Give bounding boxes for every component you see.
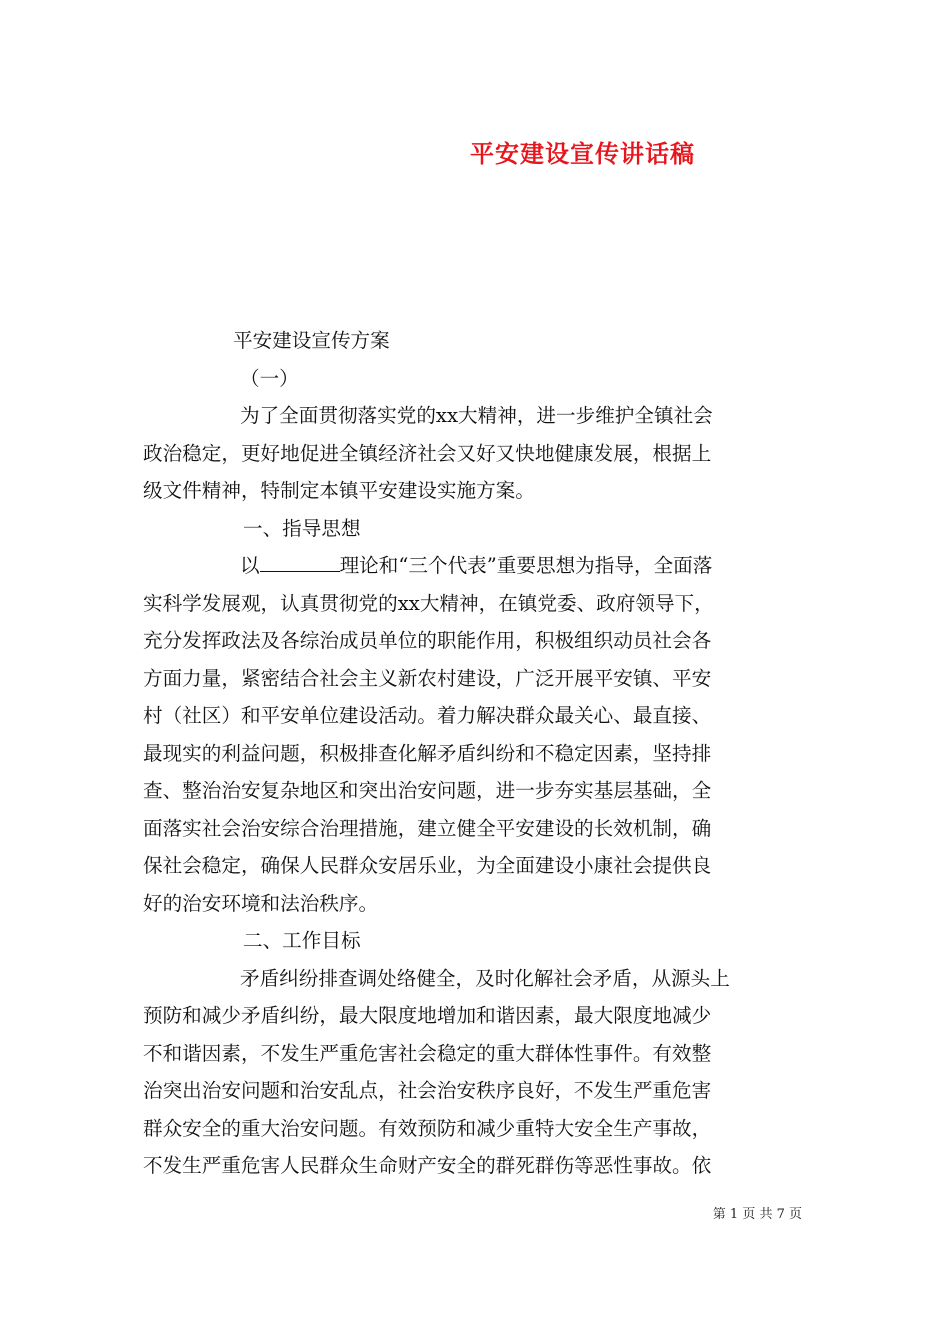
blank-underline [260, 549, 340, 572]
goal-line: 治突出治安问题和治安乱点，社会治安秩序良好，不发生严重危害 [143, 1079, 712, 1102]
guide-line: 实科学发展观，认真贯彻党的xx大精神，在镇党委、政府领导下， [143, 591, 714, 615]
page-number-footer: 第 1 页 共 7 页 [712, 1207, 802, 1222]
goal-line: 矛盾纠纷排查调处络健全，及时化解社会矛盾，从源头上 [240, 966, 730, 990]
guide-line: 村（社区）和平安单位建设活动。着力解决群众最关心、最直接、 [143, 704, 712, 727]
goal-line: 群众安全的重大治安问题。有效预防和减少重特大安全生产事故， [143, 1116, 712, 1140]
guide-first-line [143, 547, 808, 585]
intro-line: 为了全面贯彻落实党的xx大精神，进一步维护全镇社会 [240, 404, 713, 427]
guide-line: 最现实的利益问题，积极排查化解矛盾纠纷和不稳定因素，坚持排 [143, 741, 712, 765]
guide-first-suffix: 理论和“三个代表”重要思想为指导，全面落 [339, 554, 713, 577]
guide-line: 保社会稳定，确保人民群众安居乐业，为全面建设小康社会提供良 [143, 854, 712, 877]
intro-line: 政治稳定，更好地促进全镇经济社会又好又快地健康发展，根据上 [143, 441, 712, 465]
guide-first-prefix: 以 [240, 554, 260, 577]
goal-line: 预防和减少矛盾纠纷，最大限度地增加和谐因素，最大限度地减少 [143, 1004, 712, 1027]
guide-line: 方面力量，紧密结合社会主义新农村建设，广泛开展平安镇、平安 [143, 666, 712, 690]
guide-line: 查、整治治安复杂地区和突出治安问题，进一步夯实基层基础，全 [143, 779, 712, 802]
plan-title: 平安建设宣传方案 [233, 329, 390, 352]
heading-guiding-thought: 一、指导思想 [243, 516, 361, 540]
goal-line: 不和谐因素，不发生严重危害社会稳定的重大群体性事件。有效整 [143, 1041, 712, 1065]
guide-line: 好的治安环境和法治秩序。 [143, 891, 379, 915]
document-title: 平安建设宣传讲话稿 [470, 139, 695, 168]
heading-work-goals: 二、工作目标 [243, 929, 361, 952]
guide-line: 面落实社会治安综合治理措施，建立健全平安建设的长效机制，确 [143, 816, 712, 840]
section-number: （一） [240, 366, 299, 390]
goal-line: 不发生严重危害人民群众生命财产安全的群死群伤等恶性事故。依 [143, 1154, 712, 1177]
guide-line: 充分发挥政法及各综治成员单位的职能作用，积极组织动员社会各 [143, 629, 712, 652]
document-body [143, 322, 808, 1185]
intro-line: 级文件精神，特制定本镇平安建设实施方案。 [143, 479, 535, 502]
